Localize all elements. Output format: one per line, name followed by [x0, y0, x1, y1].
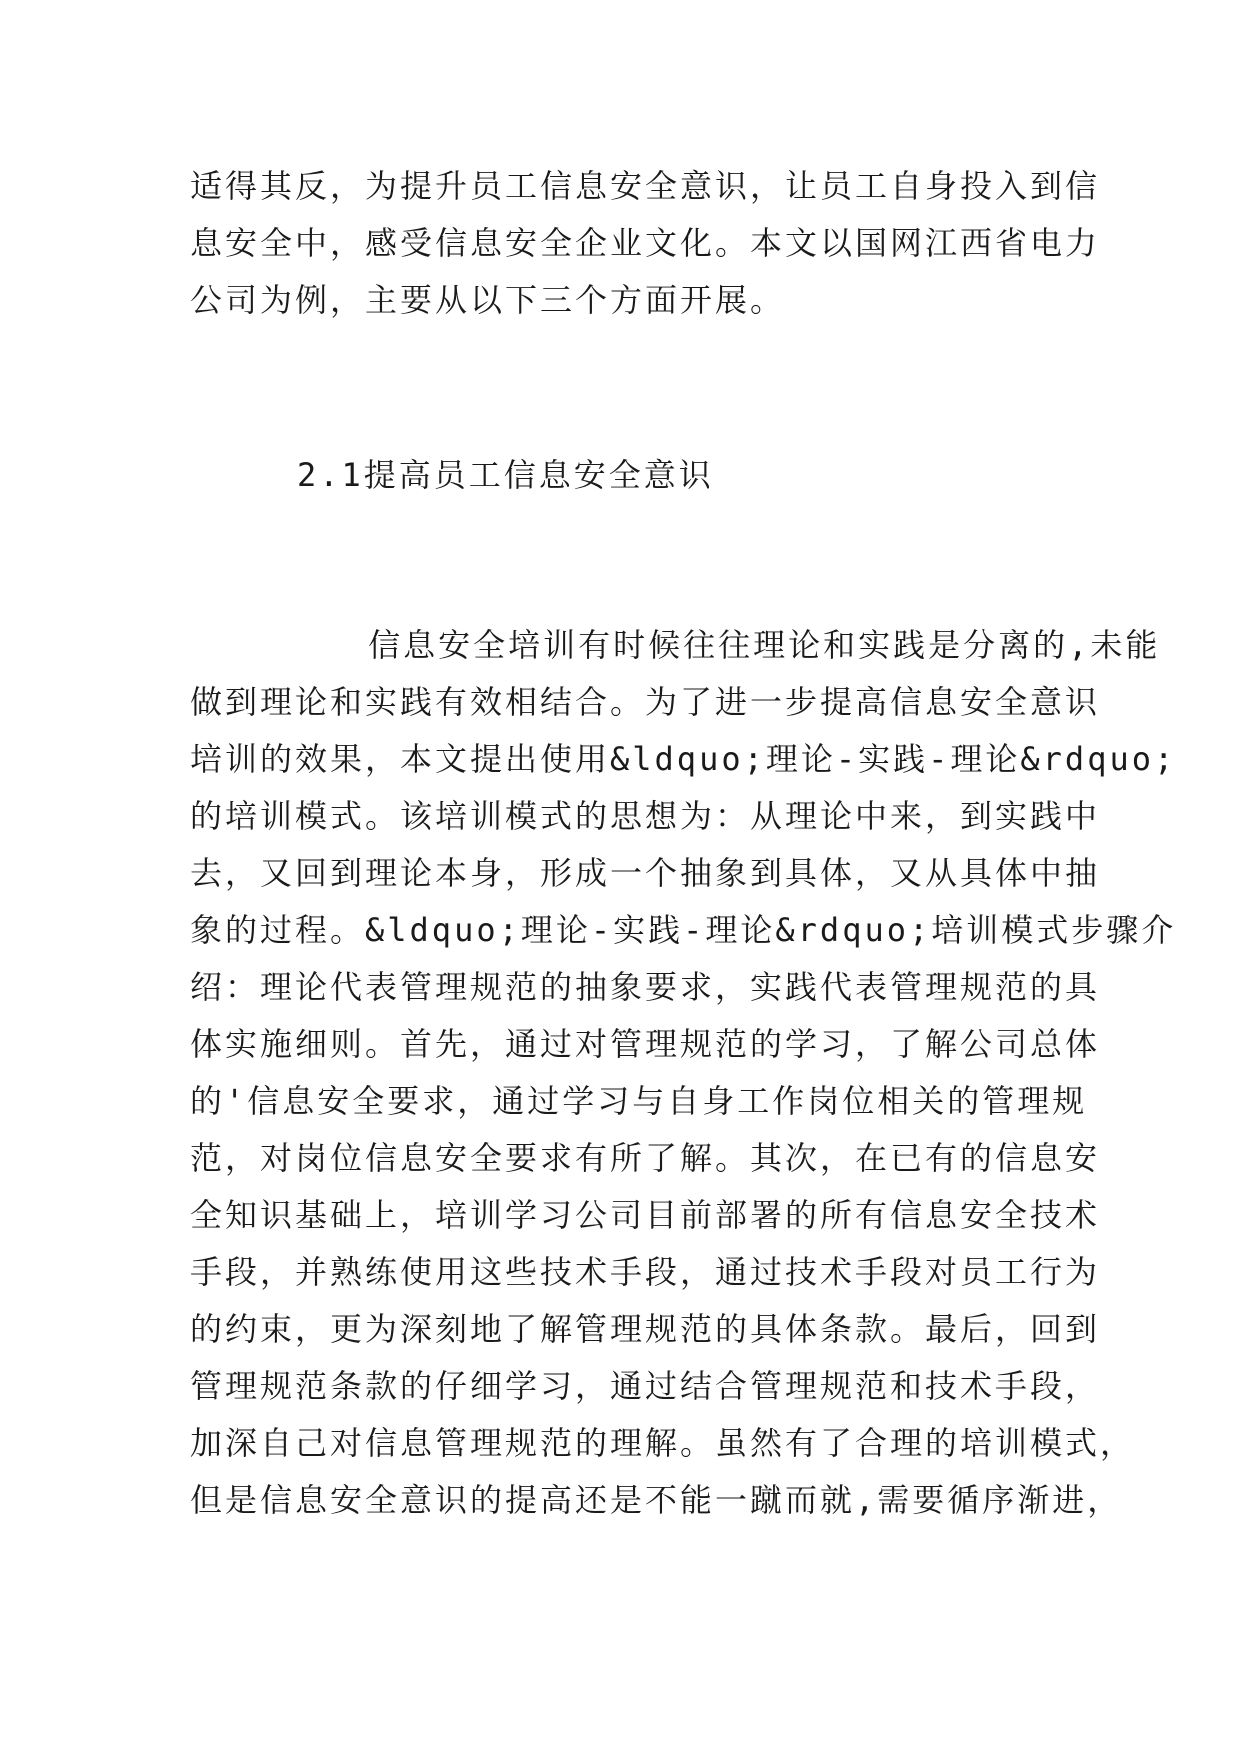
- body-line-6: 象的过程。&ldquo;理论-实践-理论&rdquo;培训模式步骤介: [190, 911, 1177, 949]
- body-line-5: 去，又回到理论本身，形成一个抽象到具体，又从具体中抽: [190, 854, 1101, 892]
- body-line-9: 的'信息安全要求，通过学习与自身工作岗位相关的管理规: [190, 1082, 1088, 1120]
- section-heading: 2.1提高员工信息安全意识: [297, 456, 714, 494]
- body-line-16: 但是信息安全意识的提高还是不能一蹴而就,需要循序渐进，: [190, 1481, 1123, 1519]
- body-line-1: 信息安全培训有时候往往理论和实践是分离的,未能: [190, 626, 1161, 664]
- body-line-2: 做到理论和实践有效相结合。为了进一步提高信息安全意识: [190, 683, 1101, 721]
- body-line-7: 绍：理论代表管理规范的抽象要求，实践代表管理规范的具: [190, 968, 1101, 1006]
- body-line-3: 培训的效果，本文提出使用&ldquo;理论-实践-理论&rdquo;: [190, 740, 1177, 778]
- intro-line-2: 息安全中，感受信息安全企业文化。本文以国网江西省电力: [190, 224, 1101, 262]
- body-line-12: 手段，并熟练使用这些技术手段，通过技术手段对员工行为: [190, 1253, 1101, 1291]
- body-line-11: 全知识基础上，培训学习公司目前部署的所有信息安全技术: [190, 1196, 1101, 1234]
- body-line-8: 体实施细则。首先，通过对管理规范的学习，了解公司总体: [190, 1025, 1101, 1063]
- body-line-15: 加深自己对信息管理规范的理解。虽然有了合理的培训模式，: [190, 1424, 1136, 1462]
- intro-line-1: 适得其反，为提升员工信息安全意识，让员工自身投入到信: [190, 167, 1101, 205]
- body-line-4: 的培训模式。该培训模式的思想为：从理论中来，到实践中: [190, 797, 1101, 835]
- body-line-10: 范，对岗位信息安全要求有所了解。其次，在已有的信息安: [190, 1139, 1101, 1177]
- body-line-13: 的约束，更为深刻地了解管理规范的具体条款。最后，回到: [190, 1310, 1101, 1348]
- body-line-14: 管理规范条款的仔细学习，通过结合管理规范和技术手段，: [190, 1367, 1101, 1405]
- intro-line-3: 公司为例，主要从以下三个方面开展。: [190, 281, 786, 319]
